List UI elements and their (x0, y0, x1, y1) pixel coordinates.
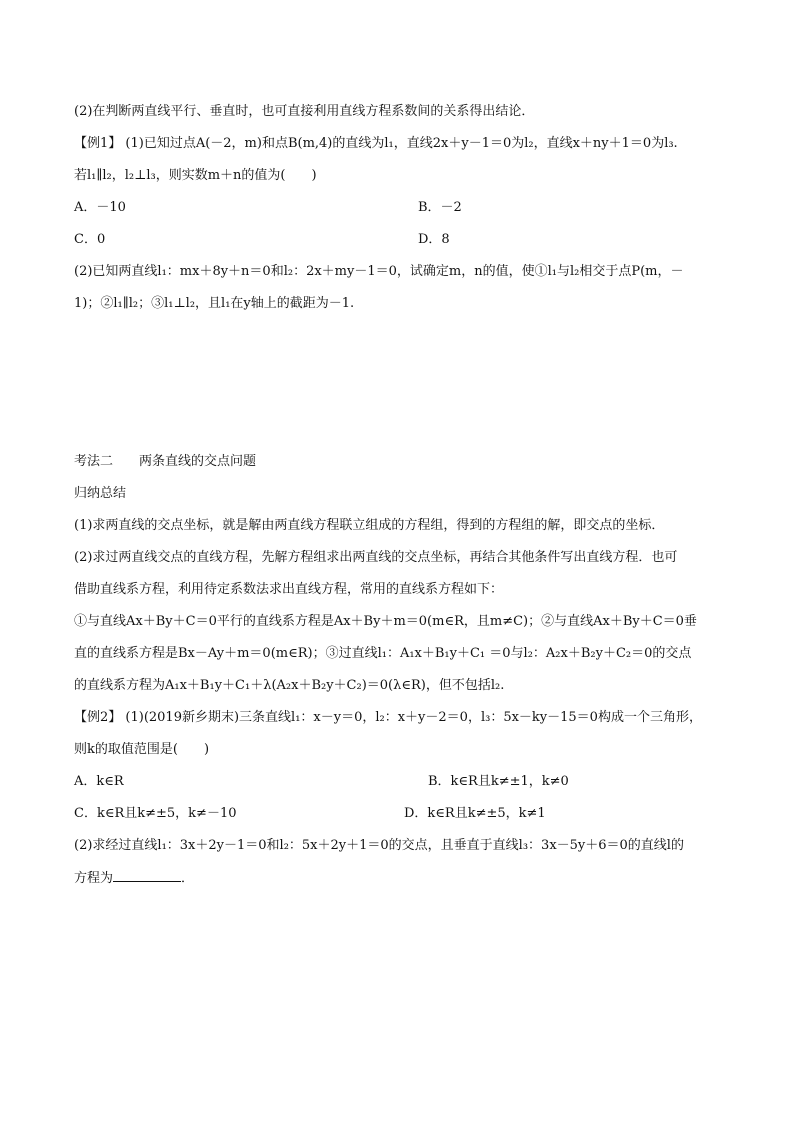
section2-heading-prefix: 考法二 (74, 454, 114, 469)
answer-prefix: 方程为 (74, 871, 114, 886)
summary-paragraph-2-line2: 借助直线系方程，利用待定系数法求出直线方程，常用的直线系方程如下： (74, 582, 504, 597)
example2-question1-line2: 则k的取值范围是( ) (74, 742, 210, 757)
example2-option-b: B．k∈R且k≠±1，k≠0 (428, 774, 569, 789)
section2-heading (74, 453, 256, 471)
example1-question1-line2: 若l₁∥l₂，l₂⊥l₃，则实数m＋n的值为( ) (74, 168, 317, 183)
summary-paragraph-2-line1: (2)求过两直线交点的直线方程，先解方程组求出两直线的交点坐标，再结合其他条件写出直线方程．也可 (74, 550, 678, 565)
example1-option-c: C．0 (74, 232, 106, 247)
example2-option-a: A．k∈R (74, 774, 124, 789)
summary-paragraph-3-line3: 的直线系方程为A₁x＋B₁y＋C₁＋λ(A₂x＋B₂y＋C₂)＝0(λ∈R)，但不包括l₂. (74, 678, 505, 693)
example2-option-d: D．k∈R且k≠±5，k≠1 (404, 806, 546, 821)
summary-label: 归纳总结 (74, 486, 127, 501)
summary-paragraph-1: (1)求两直线的交点坐标，就是解由两直线方程联立组成的方程组，得到的方程组的解，即交点的坐标． (74, 518, 665, 533)
example2-question2-line1: (2)求经过直线l₁：3x＋2y－1＝0和l₂：5x＋2y＋1＝0的交点，且垂直于直线l₃：3x－5y＋6＝0的直线l的 (74, 838, 684, 853)
summary-paragraph-3-line1: ①与直线Ax＋By＋C＝0平行的直线系方程是Ax＋By＋m＝0(m∈R，且m≠C)；②与直线Ax＋By＋C＝0垂 (74, 614, 697, 629)
section2-heading-title: 两条直线的交点问题 (139, 454, 257, 469)
example1-question2-line1: (2)已知两直线l₁：mx＋8y＋n＝0和l₂：2x＋my－1＝0，试确定m，n的值，使①l₁与l₂相交于点P(m，－ (74, 264, 684, 279)
example2-option-c: C．k∈R且k≠±5，k≠－10 (74, 806, 237, 821)
answer-blank[interactable] (113, 869, 181, 882)
example1-question2-line2: 1)；②l₁∥l₂；③l₁⊥l₂，且l₁在y轴上的截距为－1. (74, 296, 355, 311)
answer-suffix: ． (181, 871, 195, 886)
example1-option-b: B．－2 (418, 200, 462, 215)
example1-option-a: A．－10 (74, 200, 126, 215)
intro-paragraph: (2)在判断两直线平行、垂直时，也可直接利用直线方程系数间的关系得出结论． (74, 104, 535, 119)
example1-question1-line1: 【例1】 (1)已知过点A(－2，m)和点B(m,4)的直线为l₁，直线2x＋y－1＝0为l₂，直线x＋ny＋1＝0为l₃. (74, 136, 678, 151)
example1-option-d: D．8 (418, 232, 450, 247)
example2-question2-line2 (74, 869, 194, 888)
example2-question1-line1: 【例2】 (1)(2019新乡期末)三条直线l₁：x－y＝0，l₂：x＋y－2＝0，l₃：5x－ky－15＝0构成一个三角形， (74, 710, 702, 725)
summary-paragraph-3-line2: 直的直线系方程是Bx－Ay＋m＝0(m∈R)；③过直线l₁：A₁x＋B₁y＋C₁ ＝0与l₂：A₂x＋B₂y＋C₂＝0的交点 (74, 646, 692, 661)
